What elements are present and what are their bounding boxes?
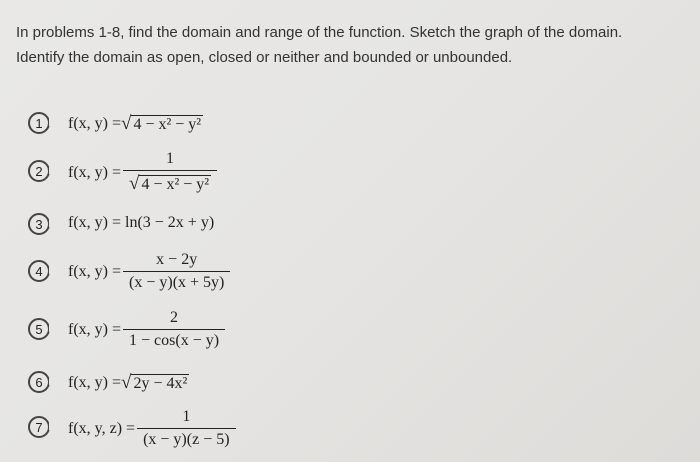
problem-expression: f(x, y) = ln(3 − 2x + y) (68, 214, 215, 231)
numerator: 1 (182, 408, 191, 425)
denominator: √ 4 − x² − y² (123, 170, 217, 195)
instructions (16, 20, 696, 70)
function-lhs: f(x, y) = (68, 320, 122, 338)
problem-number-circle: 4 (28, 260, 50, 282)
problem-1 (28, 112, 348, 152)
radicand: 2y − 4x² (133, 375, 188, 392)
problem-number-circle: 3 (28, 213, 50, 235)
problem-expression (68, 150, 217, 195)
square-root: √ 2y − 4x² (121, 372, 188, 393)
problem-7 (28, 408, 348, 454)
problem-expression (68, 309, 225, 350)
problem-expression (68, 113, 203, 135)
numerator: x − 2y (156, 251, 198, 268)
function-lhs: f(x, y) = (68, 262, 122, 280)
numerator: 2 (170, 309, 179, 326)
function-lhs: f(x, y) = (68, 163, 122, 181)
problem-3 (28, 213, 348, 253)
problem-number-circle: 7 (28, 416, 50, 438)
problem-4 (28, 251, 348, 298)
fraction (123, 309, 225, 350)
radicand: 4 − x² − y² (133, 116, 202, 133)
problem-6 (28, 371, 348, 411)
problem-expression (68, 372, 189, 394)
fraction (123, 150, 217, 195)
function-lhs: f(x, y) = (68, 115, 122, 132)
numerator: 1 (166, 150, 175, 167)
problem-5 (28, 309, 348, 356)
denominator: (x − y)(z − 5) (137, 428, 235, 449)
instructions-line-1: In problems 1-8, find the domain and range of the function. Sketch the graph of the domain. (16, 24, 623, 41)
fraction (123, 251, 230, 292)
square-root: √ 4 − x² − y² (121, 113, 202, 134)
problem-expression (68, 251, 230, 292)
denominator: 1 − cos(x − y) (123, 329, 225, 350)
problem-number-circle: 2 (28, 160, 50, 182)
problem-number-circle: 6 (28, 371, 50, 393)
denominator: (x − y)(x + 5y) (123, 271, 230, 292)
radicand: 4 − x² − y² (141, 176, 210, 193)
problem-number-circle: 1 (28, 112, 50, 134)
problem-number-circle: 5 (28, 318, 50, 340)
problem-expression (68, 408, 236, 449)
instructions-line-2: Identify the domain as open, closed or neither and bounded or unbounded. (16, 49, 513, 66)
fraction (137, 408, 235, 449)
function-lhs: f(x, y, z) = (68, 419, 136, 437)
problem-2 (28, 150, 348, 198)
function-lhs: f(x, y) = (68, 374, 122, 391)
